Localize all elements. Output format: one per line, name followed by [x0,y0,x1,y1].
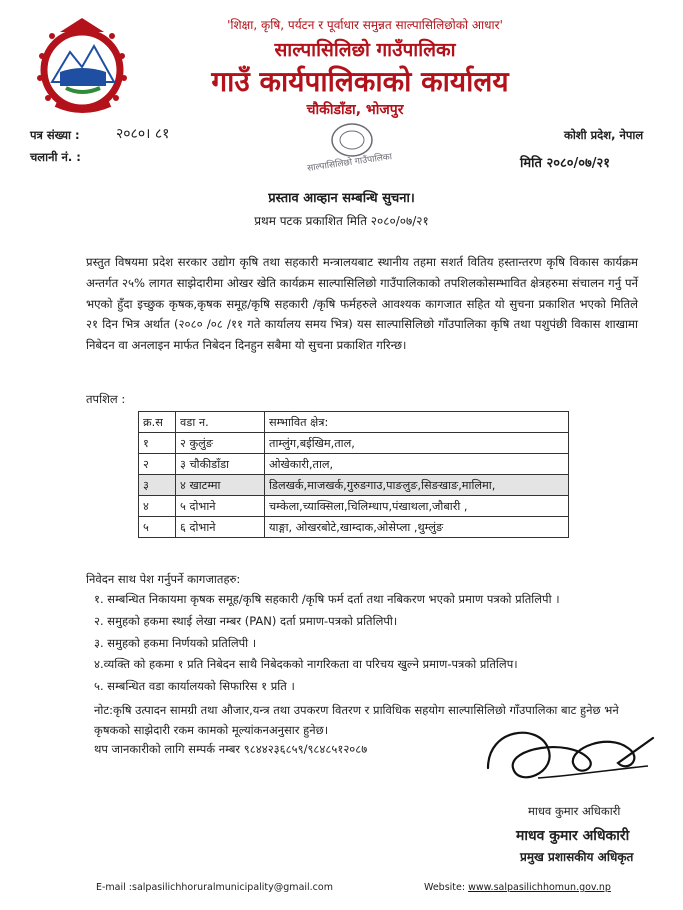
table-cell: ३ चौकीडाँडा [176,454,265,475]
requirement-item: ३. समुहको हकमा निर्णयको प्रतिलिपी । [94,636,257,650]
table-cell: ६ दोभाने [176,517,265,538]
dispatch-number-label: चलानी नं. : [30,150,81,164]
office-stamp-icon [300,110,400,180]
table-cell: २ [139,454,176,475]
table-cell: ३ [139,475,176,496]
nepal-government-emblem [30,12,135,122]
column-header-areas: सम्भावित क्षेत्र: [265,412,569,433]
requirement-item: १. सम्बन्धित निकायमा कृषक समूह/कृषि सहकारी /कृषि फर्म दर्ता तथा नबिकरण भएको प्रमाण पत्रको प्रतिलिपी । [94,592,560,606]
motto: 'शिक्षा, कृषि, पर्यटन र पूर्वाधार समुन्नत साल्पासिलिछोको आधार' [227,18,503,32]
table-cell: डिलखर्क,माजखर्क,गुरुङगाउ,पाङलुङ,सिङखाङ,मालिमा, [265,475,569,496]
municipality-name: साल्पासिलिछो गाउँपालिका [274,39,456,61]
requirement-item: २. समुहको हकमा स्थाई लेखा नम्बर (PAN) दर्ता प्रमाण-पत्रको प्रतिलिपी। [94,614,398,628]
letter-date: मिति २०८०/०७/२१ [520,156,611,171]
signatory-stamp-name: माधव कुमार अधिकारी [516,828,630,844]
table-row [139,433,569,454]
signature-image [478,718,658,798]
footer-website-label: Website: [424,882,466,893]
notice-subtitle: प्रथम पटक प्रकाशित मिति २०८०/०७/२१ [254,214,429,228]
column-header-sn: क्र.स [139,412,176,433]
notice-body: प्रस्तुत विषयमा प्रदेश सरकार उद्योग कृषि तथा सहकारी मन्त्रालयबाट स्थानीय तहमा सशर्त वितिय हस्तान्तरण कृषि विकास कार्यक्रम अन्तर्गत २५% लागत साझेदारीमा ओखर खेति कार्यक्रम साल्पासिलिछो गाउँपालिकाको तपशिलकोसम्भावित क्षेत्रहरुमा संचालन गर्नु पर्ने भएको हुँदा इच्छुक कृषक,कृषक समूह/कृषि सहकारी /कृषि फर्महरुले आवश्यक कागजात सहित यो सुचना प्रकाशित भएको मितिले २१ दिन भित्र अर्थात (२०८० /०८ /११ गते कार्यालय समय भित्र) यस साल्पासिलिछो गाँउपालिका कृषि तथा पशुपंछी विकास शाखामा निबेदन वा अनलाइन मार्फत निबेदन दिनहुन सबैमा यो सुचना प्रकाशित गरिन्छ। [86,255,638,353]
table-row [139,475,569,496]
notice-title: प्रस्ताव आव्हान सम्बन्धि सुचना। [268,191,415,206]
table-cell: २ कुलुंङ [176,433,265,454]
table-cell: याङ्गा, ओखरबोटे,खाम्दाक,ओसेप्ला ,थुम्लुंङ [265,517,569,538]
stamp-text: साल्पासिलिछो गाउँपालिका [306,152,393,174]
table-cell: ओखेकारी,ताल, [265,454,569,475]
table-cell: ५ दोभाने [176,496,265,517]
signatory-designation: प्रमुख प्रशासकीय अधिकृत [520,850,634,864]
note-text: नोट:कृषि उत्पादन सामग्री तथा औजार,यन्त्र तथा उपकरण वितरण र प्राविधिक सहयोग साल्पासिलिछो गाँउपालिका बाट हुनेछ भने कृषकको साझेदारी रकम कामको मूल्यांकनअनुसार हुनेछ। [94,703,619,737]
requirement-item: ४.व्यक्ति को हकमा १ प्रति निबेदन साथै निबेदकको नागरिकता वा परिचय खुल्ने प्रमाण-पत्रको प्रतिलिप। [94,657,518,671]
footer-website-block [424,882,611,893]
table-cell: ५ [139,517,176,538]
table-row [139,454,569,475]
ref-number-label: पत्र संख्या : [30,128,80,142]
contact-number: थप जानकारीको लागि सम्पर्क नम्बर ९८४४२३६८५९/९८४८५१२०८७ [94,742,368,756]
office-name: गाउँ कार्यपालिकाको कार्यालय [211,65,509,98]
table-cell: १ [139,433,176,454]
table-cell: ४ [139,496,176,517]
table-cell: चम्केला,च्याक्सिला,चिलिम्धाप,पंखाथला,जौबारी , [265,496,569,517]
requirement-item: ५. सम्बन्धित वडा कार्यालयको सिफारिस १ प्रति । [94,679,295,693]
ward-table [138,411,569,538]
table-cell: ताम्लुंग,बईखिम,ताल, [265,433,569,454]
footer-website-link[interactable]: www.salpasilichhomun.gov.np [468,882,611,893]
column-header-ward: वडा न. [176,412,265,433]
footer-email: E-mail :salpasilichhoruralmunicipality@gmail.com [96,882,333,893]
ref-number-value: २०८०। ८१ [116,126,170,142]
office-location: चौकीडाँडा, भोजपुर [306,102,404,118]
table-row [139,496,569,517]
province-label: कोशी प्रदेश, नेपाल [564,128,644,142]
schedule-label: तपशिल : [86,392,126,406]
table-cell: ४ खाटम्मा [176,475,265,496]
table-row [139,517,569,538]
requirements-heading: निवेदन साथ पेश गर्नुपर्ने कागजातहरु: [86,572,241,586]
table-header-row [139,412,569,433]
signatory-name: माधव कुमार अधिकारी [528,804,621,818]
